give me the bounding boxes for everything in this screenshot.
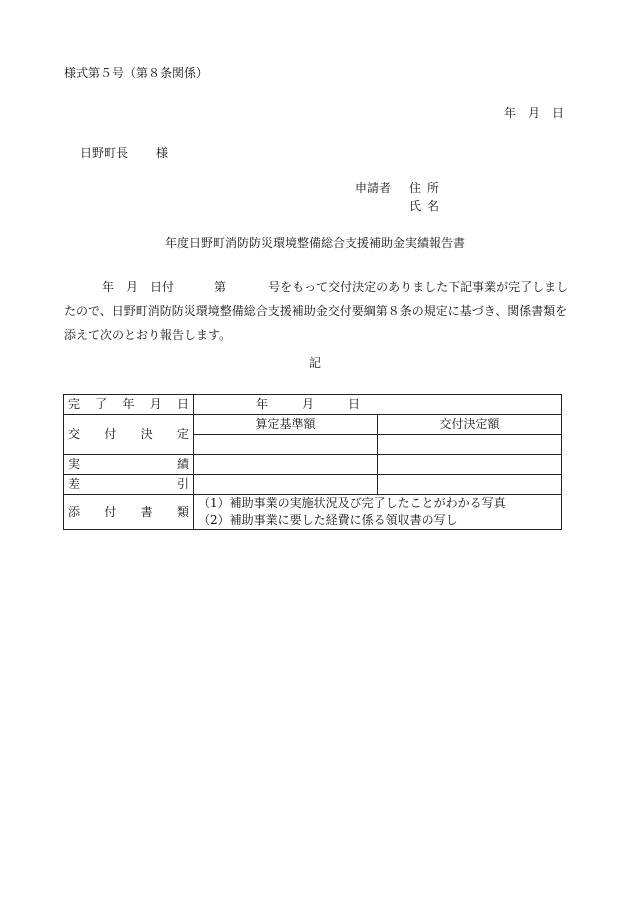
jisseki-santei-value — [194, 455, 378, 475]
body-day: 日付 — [150, 280, 175, 294]
body-paragraph — [64, 275, 576, 347]
table-row — [64, 395, 562, 415]
kofu-amount-header: 交付決定額 — [378, 415, 562, 435]
completion-date-value — [194, 395, 562, 415]
name-label: 氏名 — [409, 199, 446, 213]
addressee — [80, 145, 168, 161]
address-label: 住所 — [409, 181, 446, 195]
body-year: 年 — [102, 280, 115, 294]
detail-table — [63, 394, 562, 530]
applicant-label: 申請者 — [355, 181, 392, 195]
addressee-honorific: 様 — [156, 146, 169, 160]
table-row — [64, 415, 562, 435]
document-title: 年度日野町消防防災環境整備総合支援補助金実績報告書 — [164, 236, 465, 250]
sabiki-kofu-value — [378, 475, 562, 495]
attachment-item-2: （2）補助事業に要した経費に係る領収書の写し — [198, 513, 458, 527]
attachment-item-1: （1）補助事業の実施状況及び完了したことがわかる写真 — [198, 496, 506, 510]
santei-value — [194, 435, 378, 455]
table-row — [64, 495, 562, 530]
attachments-label: 添付書類 — [64, 495, 194, 530]
sabiki-label: 差引 — [64, 475, 194, 495]
body-month: 月 — [126, 280, 139, 294]
body-rest: 号をもって交付決定のありました下記事業が完了しましたので、日野町消防防災環境整備総合支援補助金交付要綱第８条の規定に基づき、関係書類を添えて次のとおり報告します。 — [64, 280, 569, 342]
table-row — [64, 455, 562, 475]
santei-header: 算定基準額 — [194, 415, 378, 435]
addressee-name: 日野町長 — [80, 146, 129, 160]
attachments-list — [194, 495, 562, 530]
table-row — [64, 475, 562, 495]
jisseki-label: 実績 — [64, 455, 194, 475]
date-line: 年 月 日 — [503, 106, 564, 120]
kofu-kettei-label: 交付決定 — [64, 415, 194, 455]
completion-day: 日 — [348, 397, 361, 411]
completion-year: 年 — [256, 397, 269, 411]
jisseki-kofu-value — [378, 455, 562, 475]
body-dai: 第 — [214, 280, 227, 294]
completion-date-label: 完了年月日 — [64, 395, 194, 415]
ki-heading: 記 — [308, 356, 321, 370]
form-number: 様式第５号（第８条関係） — [64, 66, 209, 80]
kofu-amount-value — [378, 435, 562, 455]
sabiki-santei-value — [194, 475, 378, 495]
completion-month: 月 — [302, 397, 315, 411]
